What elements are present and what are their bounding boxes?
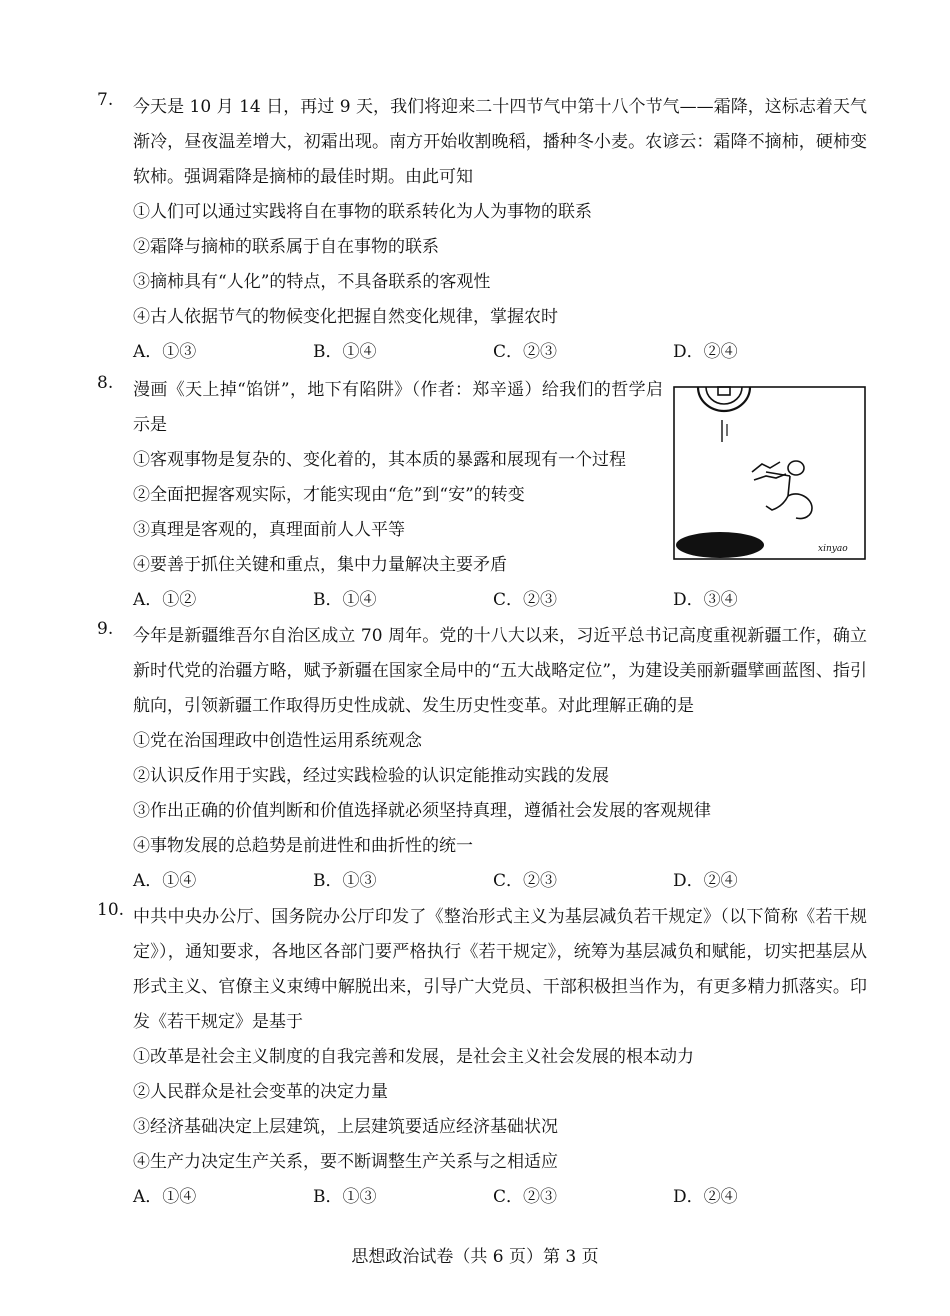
answer-choices: [133, 1180, 867, 1215]
statement-1: ①改革是社会主义制度的自我完善和发展，是社会主义社会发展的根本动力: [133, 1047, 694, 1067]
choice-d[interactable]: D．②④: [673, 1187, 738, 1207]
statement-3: ③真理是客观的，真理面前人人平等: [133, 520, 405, 540]
cartoon-signature: xinyao: [818, 544, 848, 554]
choice-c[interactable]: C．②③: [493, 1187, 558, 1207]
choice-b[interactable]: B．①③: [313, 1187, 377, 1207]
answer-choices: [133, 335, 867, 370]
choice-b[interactable]: B．①④: [313, 342, 377, 362]
statement-1: ①人们可以通过实践将自在事物的联系转化为人为事物的联系: [133, 202, 592, 222]
cartoon-illustration: [672, 384, 868, 562]
statement-4: ④生产力决定生产关系，要不断调整生产关系与之相适应: [133, 1152, 558, 1172]
question-stem: 漫画《天上掉“馅饼”，地下有陷阱》（作者：郑辛遥）给我们的哲学启示是: [133, 380, 663, 435]
question-10: [97, 900, 867, 1215]
statement-3: ③摘柿具有“人化”的特点，不具备联系的客观性: [133, 272, 491, 292]
choice-c[interactable]: C．②③: [493, 342, 558, 362]
question-number: 9.: [97, 619, 114, 639]
choice-a[interactable]: A．①②: [133, 590, 197, 610]
answer-choices: [133, 864, 867, 899]
question-7: [97, 90, 867, 370]
question-stem: 中共中央办公厅、国务院办公厅印发了《整治形式主义为基层减负若干规定》（以下简称《若干规定》），通知要求，各地区各部门要严格执行《若干规定》，统筹为基层减负和赋能，切实把基层从形式主义、官僚主义束缚中解脱出来，引导广大党员、干部积极担当作为，有更多精力抓落实。印发《若干规定》是基于: [133, 907, 867, 1032]
choice-d[interactable]: D．②④: [673, 342, 738, 362]
choice-b[interactable]: B．①③: [313, 871, 377, 891]
question-9: [97, 619, 867, 899]
question-stem: 今天是 10 月 14 日，再过 9 天，我们将迎来二十四节气中第十八个节气——霜降，这标志着天气渐冷，昼夜温差增大，初霜出现。南方开始收割晚稻，播种冬小麦。农谚云：霜降不摘柿，硬柿变软柿。强调霜降是摘柿的最佳时期。由此可知: [133, 97, 867, 187]
choice-d[interactable]: D．②④: [673, 871, 738, 891]
choice-b[interactable]: B．①④: [313, 590, 377, 610]
choice-d[interactable]: D．③④: [673, 590, 738, 610]
choice-a[interactable]: A．①④: [133, 1187, 197, 1207]
statement-1: ①党在治国理政中创造性运用系统观念: [133, 731, 422, 751]
choice-a[interactable]: A．①③: [133, 342, 197, 362]
answer-choices: [133, 583, 867, 618]
question-number: 7.: [97, 90, 114, 110]
statement-4: ④要善于抓住关键和重点，集中力量解决主要矛盾: [133, 555, 507, 575]
question-number: 10.: [97, 900, 125, 920]
question-number: 8.: [97, 373, 114, 393]
statement-3: ③作出正确的价值判断和价值选择就必须坚持真理，遵循社会发展的客观规律: [133, 801, 711, 821]
choice-a[interactable]: A．①④: [133, 871, 197, 891]
statement-2: ②全面把握客观实际，才能实现由“危”到“安”的转变: [133, 485, 525, 505]
statement-3: ③经济基础决定上层建筑，上层建筑要适应经济基础状况: [133, 1117, 558, 1137]
choice-c[interactable]: C．②③: [493, 871, 558, 891]
choice-c[interactable]: C．②③: [493, 590, 558, 610]
statement-1: ①客观事物是复杂的、变化着的，其本质的暴露和展现有一个过程: [133, 450, 626, 470]
statement-4: ④古人依据节气的物候变化把握自然变化规律，掌握农时: [133, 307, 558, 327]
page-footer: 思想政治试卷（共 6 页）第 3 页: [351, 1247, 599, 1267]
question-stem: 今年是新疆维吾尔自治区成立 70 周年。党的十八大以来，习近平总书记高度重视新疆工作，确立新时代党的治疆方略，赋予新疆在国家全局中的“五大战略定位”，为建设美丽新疆擘画蓝图、指引航向，引领新疆工作取得历史性成就、发生历史性变革。对此理解正确的是: [133, 626, 867, 716]
statement-2: ②认识反作用于实践，经过实践检验的认识定能推动实践的发展: [133, 766, 609, 786]
statement-2: ②人民群众是社会变革的决定力量: [133, 1082, 388, 1102]
statement-2: ②霜降与摘柿的联系属于自在事物的联系: [133, 237, 439, 257]
statement-4: ④事物发展的总趋势是前进性和曲折性的统一: [133, 836, 473, 856]
